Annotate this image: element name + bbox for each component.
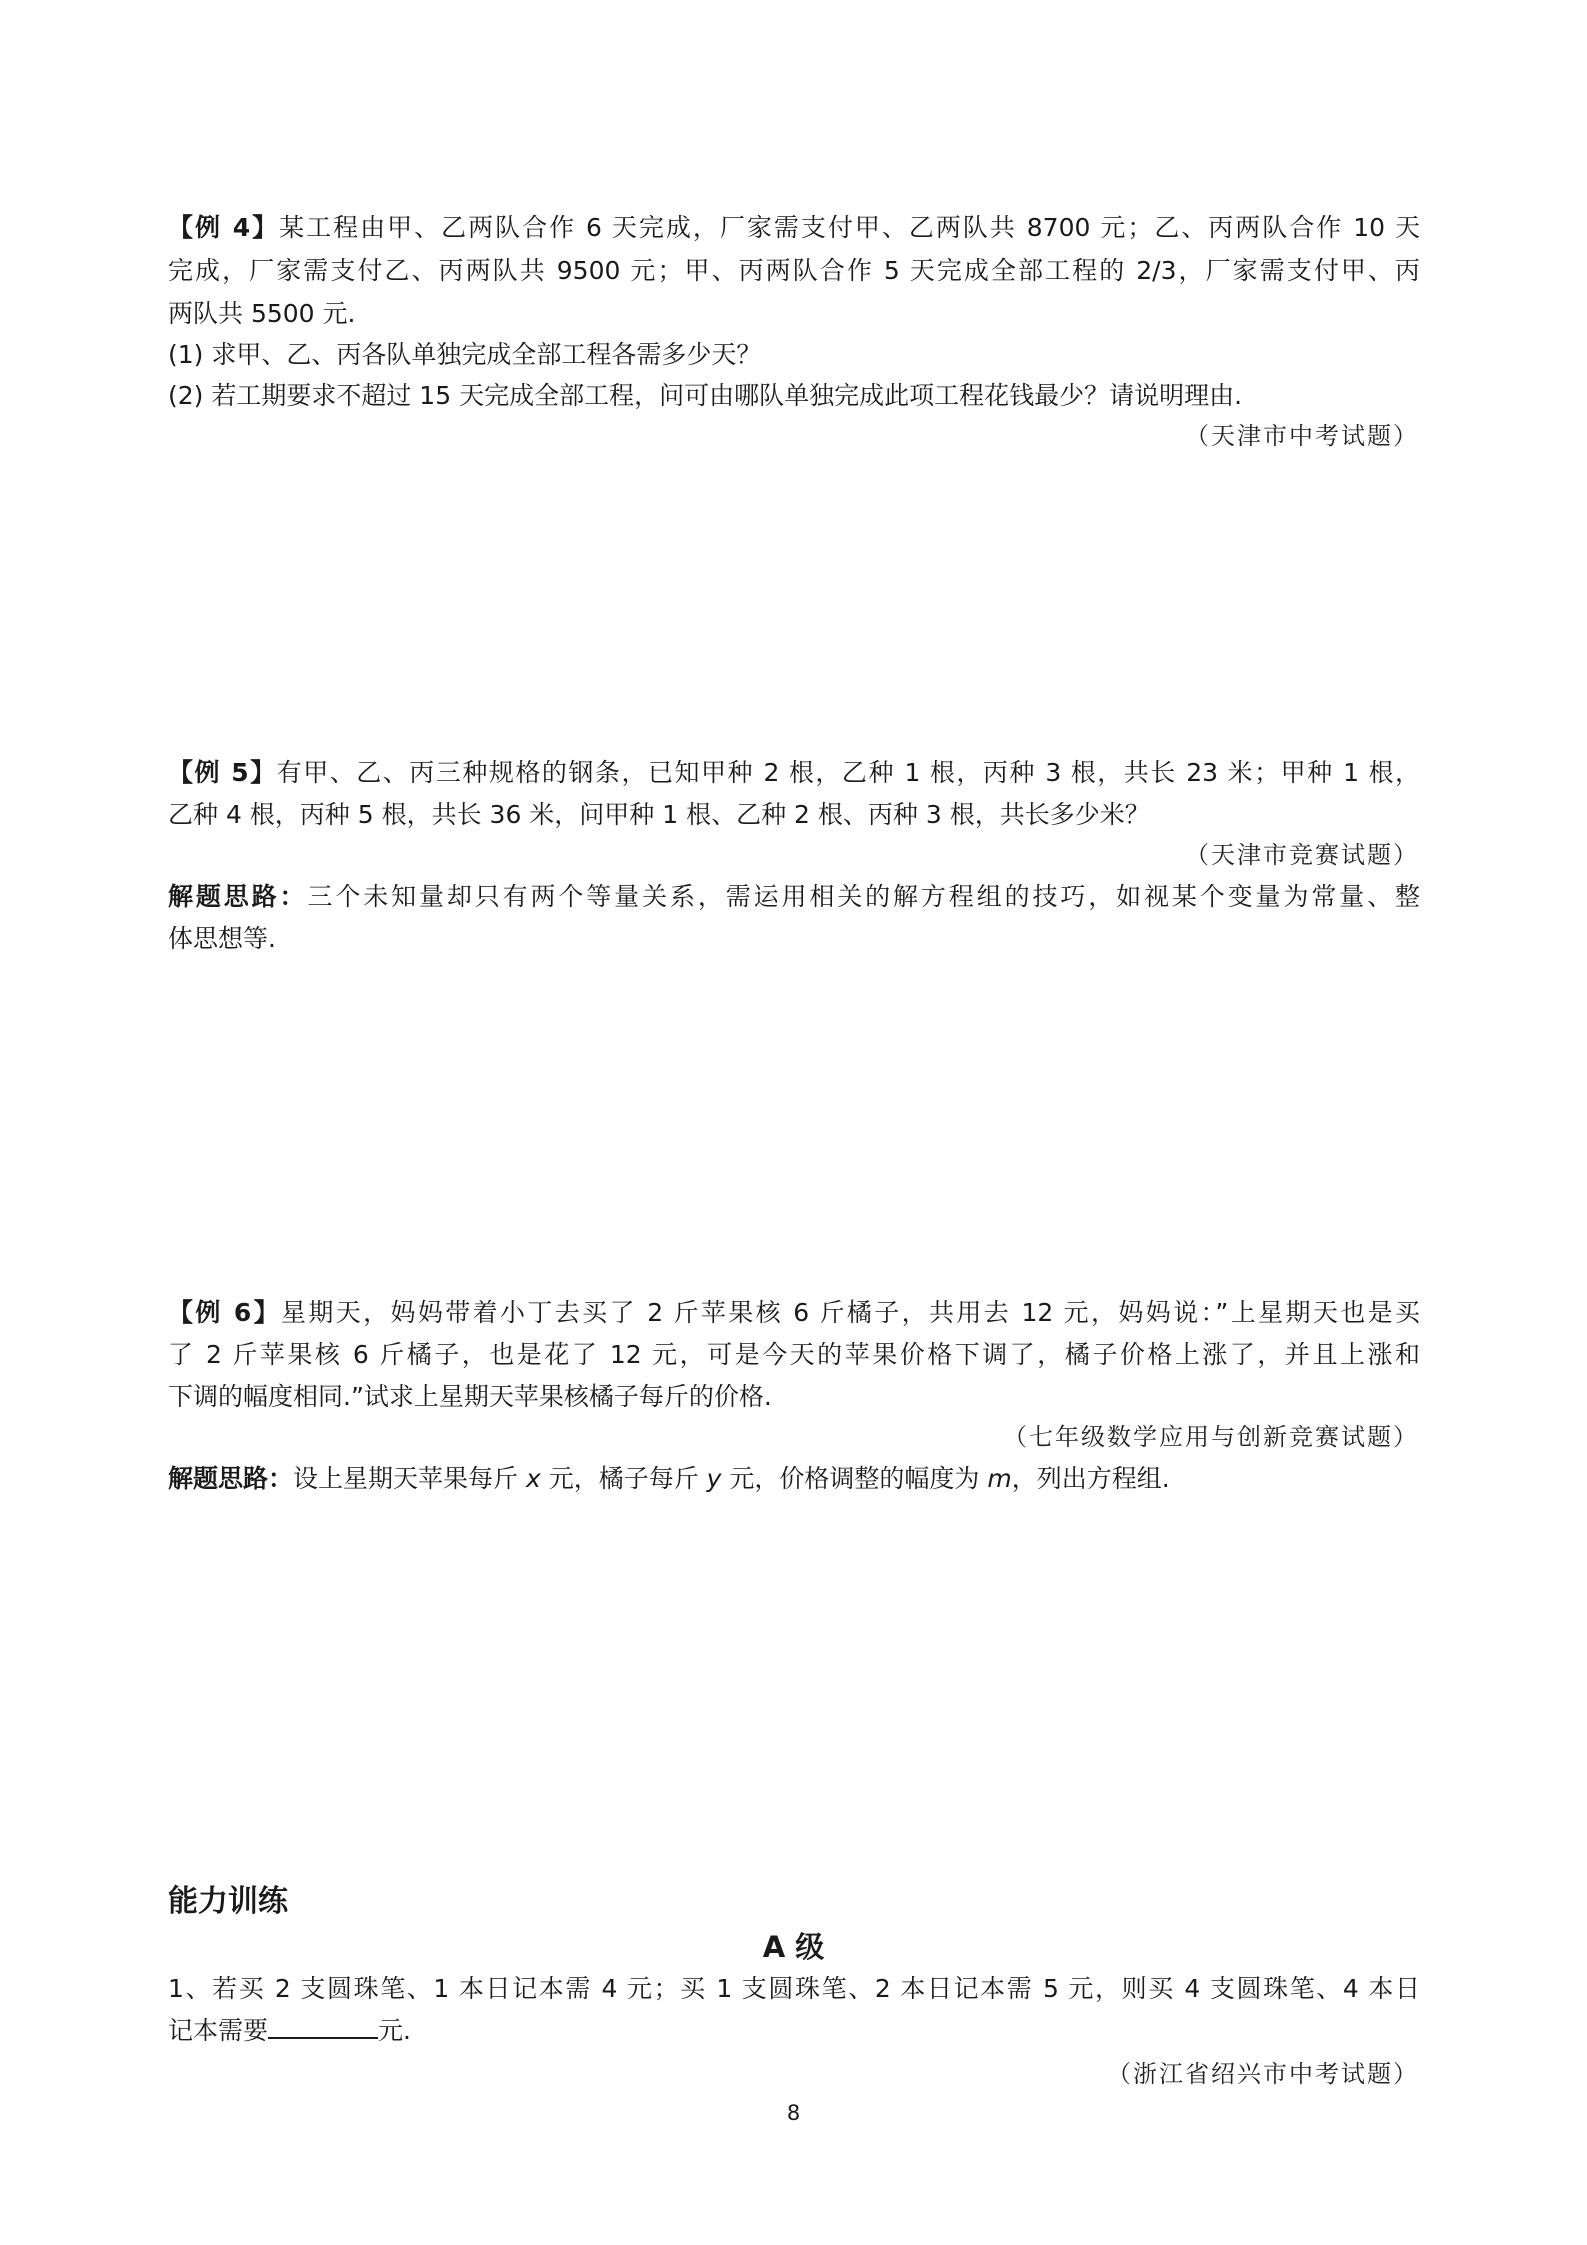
page-number: 8 xyxy=(786,2101,801,2125)
level-heading: A 级 xyxy=(762,1930,825,1964)
section-heading: 能力训练 xyxy=(168,1884,288,1919)
example5-hint-label: 解题思路： xyxy=(168,882,308,911)
answer-blank[interactable] xyxy=(268,2013,378,2039)
example5-line-1: 【例 5】有甲、乙、丙三种规格的钢条，已知甲种 2 根，乙种 1 根，丙种 3 根，共长 23 米；甲种 1 根， xyxy=(168,758,1420,787)
example4-tag: 【例 4】 xyxy=(168,213,280,242)
example5-hint-line-1: 解题思路：三个未知量却只有两个等量关系，需运用相关的解方程组的技巧，如视某个变量为常量、整 xyxy=(168,882,1420,911)
variable-x: x xyxy=(525,1464,541,1493)
training-q1-source: （浙江省绍兴市中考试题） xyxy=(1107,2060,1419,2088)
example6-line-2: 了 2 斤苹果核 6 斤橘子，也是花了 12 元，可是今天的苹果价格下调了，橘子价格上涨了，并且上涨和 xyxy=(168,1340,1420,1369)
example6-line-1: 【例 6】星期天，妈妈带着小丁去买了 2 斤苹果核 6 斤橘子，共用去 12 元，妈妈说：”上星期天也是买 xyxy=(168,1298,1420,1327)
example6-line-3: 下调的幅度相同.”试求上星期天苹果核橘子每斤的价格. xyxy=(168,1382,772,1411)
example4-line-2: 完成，厂家需支付乙、丙两队共 9500 元；甲、丙两队合作 5 天完成全部工程的 2/3，厂家需支付甲、丙 xyxy=(168,256,1420,285)
example6-hint: 解题思路：设上星期天苹果每斤 x 元，橘子每斤 y 元，价格调整的幅度为 m，列出方程组. xyxy=(168,1464,1170,1493)
example5-tag: 【例 5】 xyxy=(168,758,277,787)
example4-question-2: (2) 若工期要求不超过 15 天完成全部工程，问可由哪队单独完成此项工程花钱最少？请说明理由. xyxy=(168,381,1243,410)
variable-y: y xyxy=(706,1464,722,1493)
example4-line-1: 【例 4】某工程由甲、乙两队合作 6 天完成，厂家需支付甲、乙两队共 8700 元；乙、丙两队合作 10 天 xyxy=(168,213,1420,242)
example6-hint-label: 解题思路： xyxy=(168,1464,294,1493)
example4-source: （天津市中考试题） xyxy=(1185,422,1419,450)
training-q1-line-2: 记本需要 元. xyxy=(168,2010,1420,2052)
variable-m: m xyxy=(987,1464,1012,1493)
training-q1-line-1: 1、若买 2 支圆珠笔、1 本日记本需 4 元；买 1 支圆珠笔、2 本日记本需 5 元，则买 4 支圆珠笔、4 本日 xyxy=(168,1974,1420,2003)
example4-line-3: 两队共 5500 元. xyxy=(168,299,356,328)
example6-source: （七年级数学应用与创新竞赛试题） xyxy=(1003,1423,1419,1451)
example5-line-2: 乙种 4 根，丙种 5 根，共长 36 米，问甲种 1 根、乙种 2 根、丙种 3 根，共长多少米？ xyxy=(168,800,1150,829)
example5-hint-line-2: 体思想等. xyxy=(168,924,276,953)
example4-question-1: (1) 求甲、乙、丙各队单独完成全部工程各需多少天？ xyxy=(168,340,762,369)
example6-tag: 【例 6】 xyxy=(168,1298,281,1327)
example5-source: （天津市竞赛试题） xyxy=(1185,841,1419,869)
